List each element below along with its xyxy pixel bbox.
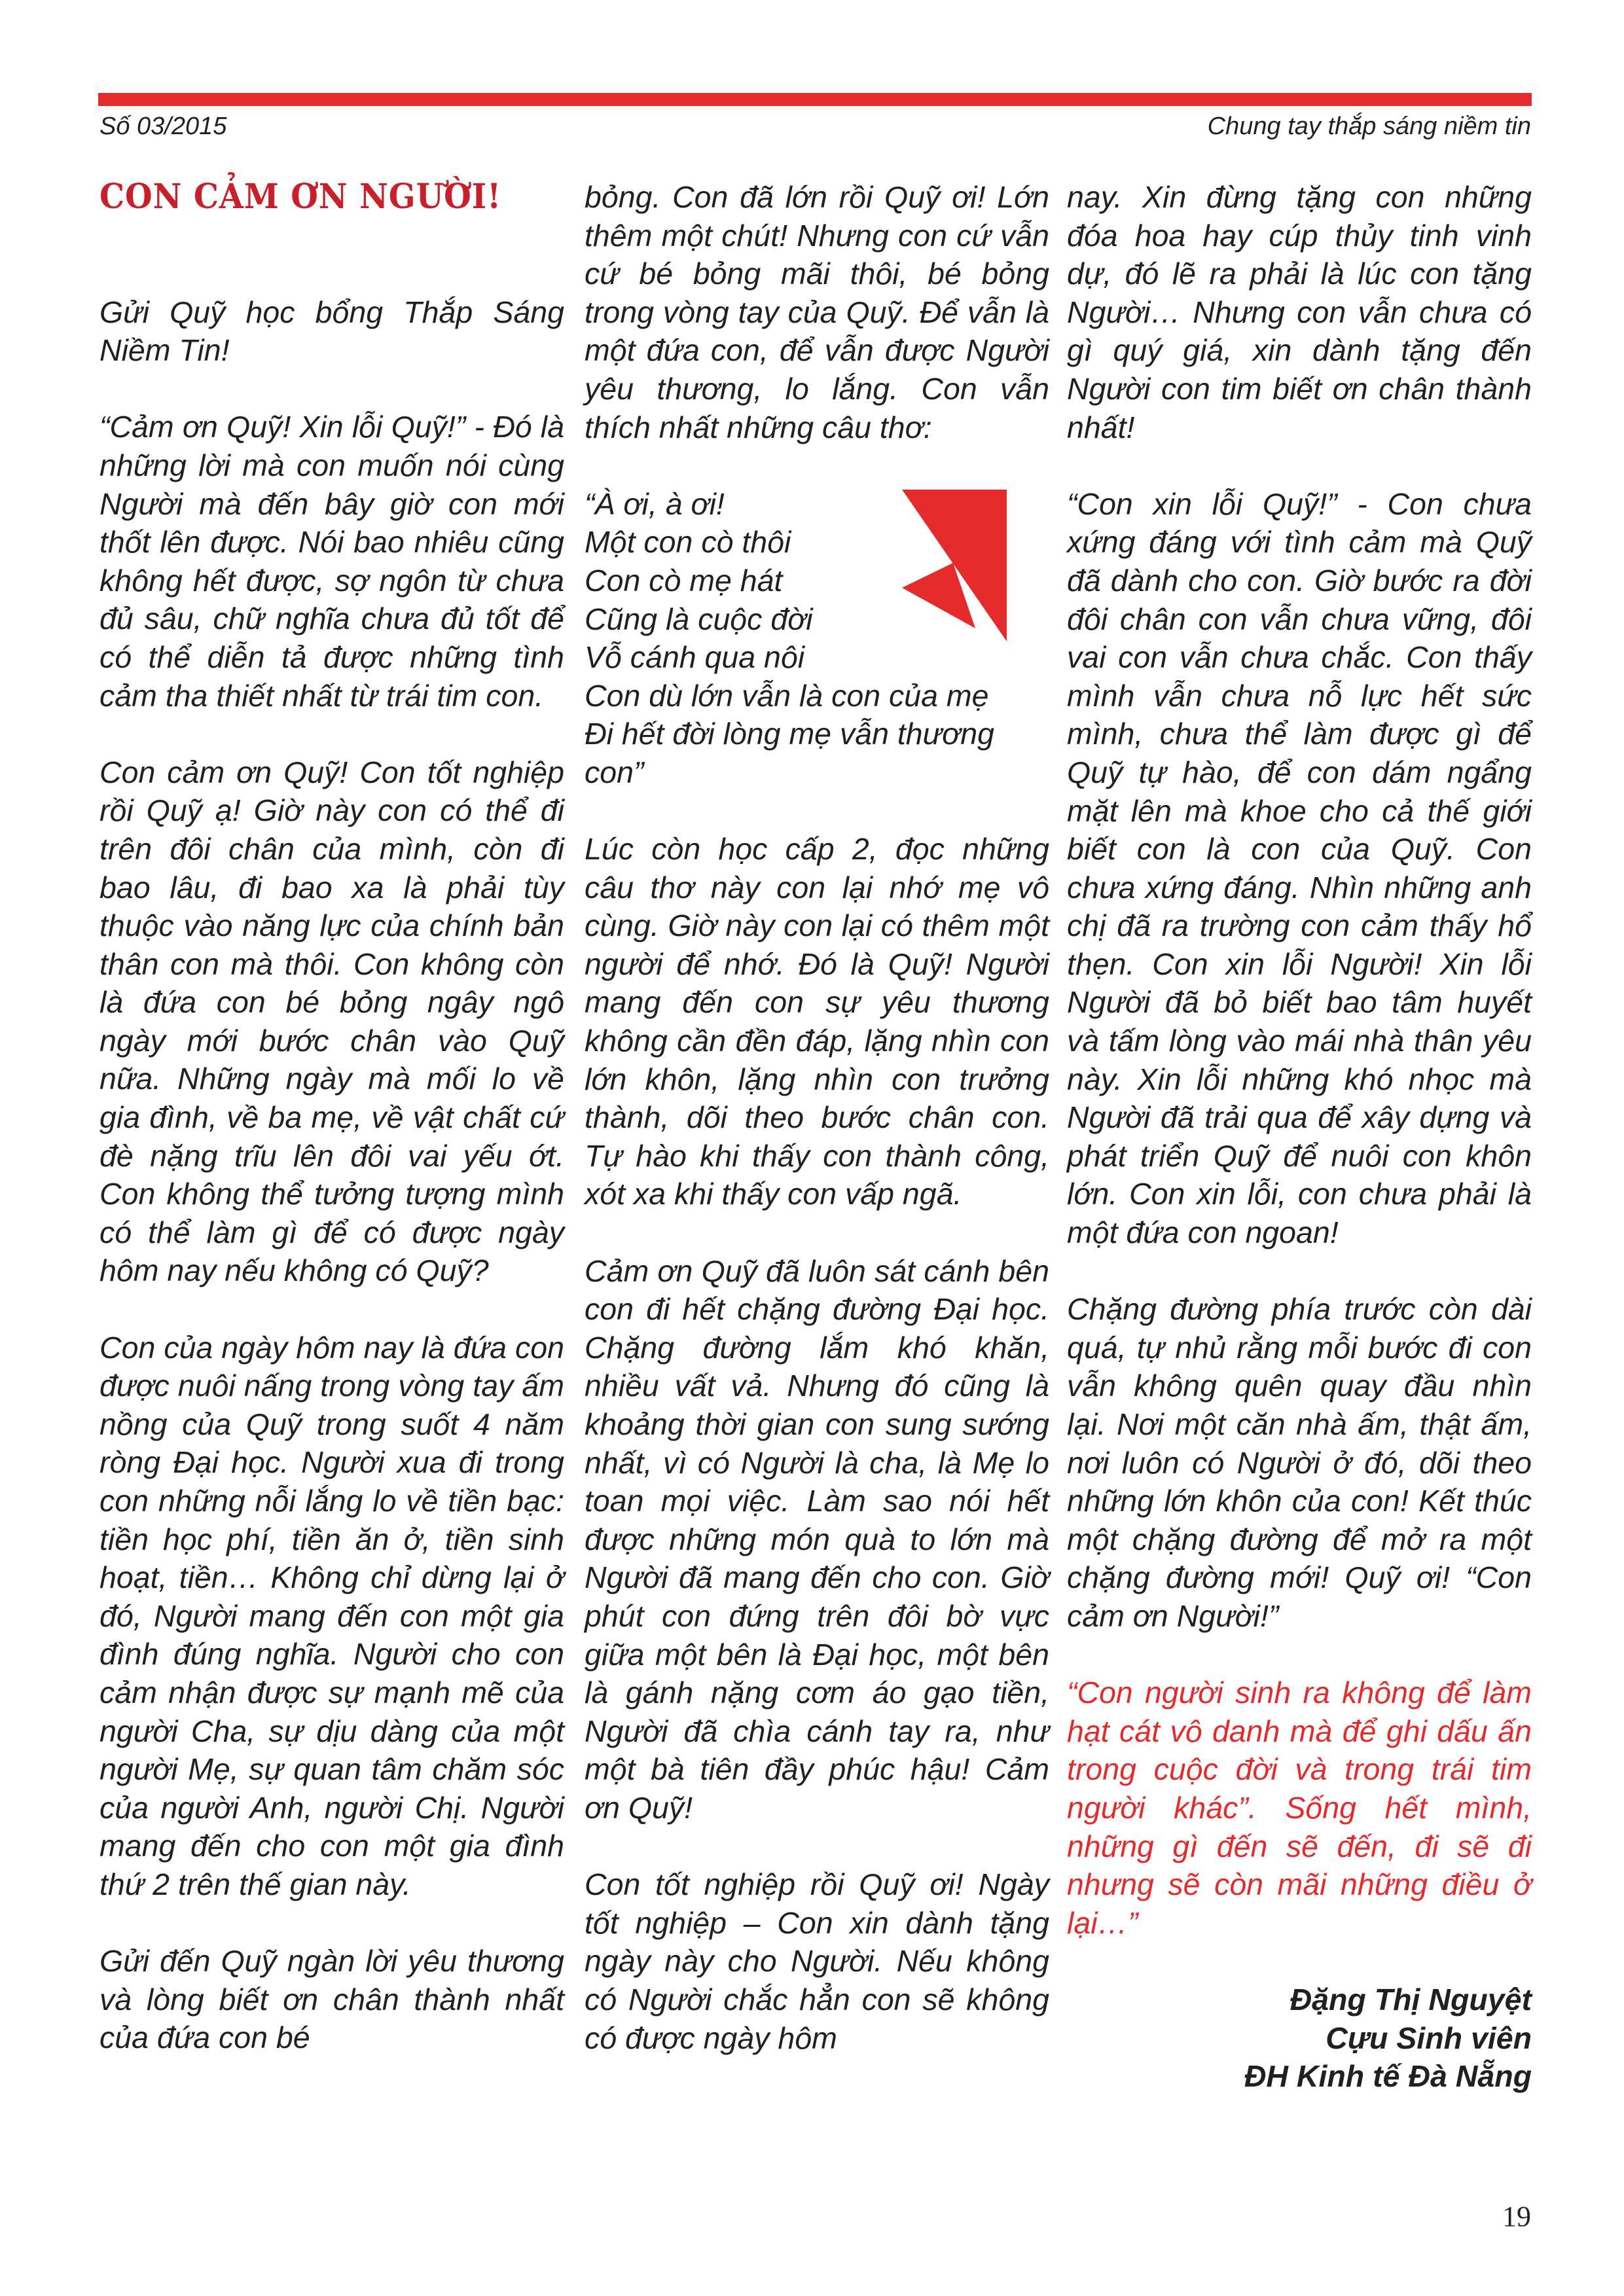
paragraph: Cảm ơn Quỹ đã luôn sát cánh bên con đi hết chặng đường Đại học. Chặng đường lắm khó khăn, nhiều vất vả. Nhưng đó cũng là khoảng thời gian con sung sướng nhất, vì có Người là cha, là Mẹ lo toan mọi việc. Làm sao nói hết được những món quà to lớn mà Người đã mang đến cho con. Giờ phút con đứng trên đôi bờ vực giữa một bên là Đại học, một bên là gánh nặng cơm áo gạo tiền, Người đã chìa cánh tay ra, như một bà tiên đầy phúc hậu! Cảm ơn Quỹ!	[585, 1253, 1049, 1825]
header-tagline: Chung tay thắp sáng niềm tin	[1207, 113, 1531, 140]
author-role: Cựu Sinh viên	[1326, 2020, 1532, 2055]
poem-line: Con cò mẹ hát	[585, 563, 783, 598]
poem-line: Con dù lớn vẫn là con của mẹ	[585, 678, 989, 713]
paragraph: bỏng. Con đã lớn rồi Quỹ ơi! Lớn thêm một chút! Nhưng con cứ vẫn cứ bé bỏng mãi thôi, bé bỏng trong vòng tay của Quỹ. Để vẫn là một đứa con, để vẫn được Người yêu thương, lo lắng. Con vẫn thích nhất những câu thơ:	[585, 180, 1049, 444]
author-school: ĐH Kinh tế Đà Nẵng	[1244, 2059, 1532, 2094]
paragraph: Chặng đường phía trước còn dài quá, tự nhủ rằng mỗi bước đi con vẫn không quên quay đầu nhìn lại. Nơi một căn nhà ấm, thật ấm, nơi luôn có Người ở đó, dõi theo những lớn khôn của con! Kết thúc một chặng đường để mở ra một chặng đường mới! Quỹ ơi! “Con cảm ơn Người!”	[1067, 1292, 1532, 1633]
page-number: 19	[1502, 2200, 1531, 2233]
salutation: Gửi Quỹ học bổng Thắp Sáng Niềm Tin!	[99, 295, 564, 368]
author-signature	[1067, 1981, 1532, 2096]
article-column-1	[99, 178, 564, 2057]
poem-line: “À ơi, à ơi!	[585, 486, 725, 521]
paragraph: “Cảm ơn Quỹ! Xin lỗi Quỹ!” - Đó là những lời mà con muốn nói cùng Người mà đến bây giờ con mới thốt lên được. Nói bao nhiêu cũng không hết được, sợ ngôn từ chưa đủ sâu, chữ nghĩa chưa đủ tốt để có thể diễn tả được những tình cảm tha thiết nhất từ trái tim con.	[99, 410, 564, 713]
paragraph: Con của ngày hôm nay là đứa con được nuôi nấng trong vòng tay ấm nồng của Quỹ trong suốt 4 năm ròng Đại học. Người xua đi trong con những nỗi lắng lo về tiền bạc: tiền học phí, tiền ăn ở, tiền sinh hoạt, tiền… Không chỉ dừng lại ở đó, Người mang đến con một gia đình đúng nghĩa. Người cho con cảm nhận được sự mạnh mẽ của người Cha, sự dịu dàng của một người Mẹ, sự quan tâm chăm sóc của người Anh, người Chị. Người mang đến cho con một gia đình thứ 2 trên thế gian này.	[99, 1330, 564, 1901]
poem-line: Cũng là cuộc đời	[585, 601, 813, 636]
paragraph: Con tốt nghiệp rồi Quỹ ơi! Ngày tốt nghiệp – Con xin dành tặng ngày này cho Người. Nếu không có Người chắc hẳn con sẽ không có được ngày hôm	[585, 1867, 1049, 2055]
issue-number: Số 03/2015	[99, 113, 227, 140]
closing-quote: “Con người sinh ra không để làm hạt cát vô danh mà để ghi dấu ấn trong cuộc đời và trong trái tim người khác”. Sống hết mình, những gì đến sẽ đến, đi sẽ đi nhưng sẽ còn mãi những điều ở lại…”	[1067, 1676, 1532, 1940]
poem-line: Vỗ cánh qua nôi	[585, 640, 805, 675]
article-title: CON CẢM ƠN NGƯỜI!	[99, 177, 501, 217]
header-rule	[98, 93, 1532, 106]
poem-line: Đi hết đời lòng mẹ vẫn thương con”	[585, 717, 994, 789]
poem-line: Một con cò thôi	[585, 525, 791, 560]
paragraph: Con cảm ơn Quỹ! Con tốt nghiệp rồi Quỹ ạ! Giờ này con có thể đi trên đôi chân của mình, còn đi bao lâu, đi bao xa là phải tùy thuộc vào năng lực của chính bản thân con mà thôi. Con không còn là đứa con bé bỏng ngây ngô ngày mới bước chân vào Quỹ nữa. Những ngày mà mối lo về gia đình, về ba mẹ, về vật chất cứ đè nặng trĩu lên đôi vai yếu ớt. Con không thể tưởng tượng mình có thể làm gì để có được ngày hôm nay nếu không có Quỹ?	[99, 755, 564, 1288]
paragraph: “Con xin lỗi Quỹ!” - Con chưa xứng đáng với tình cảm mà Quỹ đã dành cho con. Giờ bước ra đời đôi chân con vẫn chưa vững, đôi vai con vẫn chưa chắc. Con thấy mình vẫn chưa nỗ lực hết sức mình, chưa thể làm được gì để Quỹ tự hào, để con dám ngẩng mặt lên mà khoe cho cả thế giới biết con là con của Quỹ. Con chưa xứng đáng. Nhìn những anh chị đã ra trường con cảm thấy hổ thẹn. Con xin lỗi Người! Xin lỗi Người đã bỏ biết bao tâm huyết và tấm lòng vào mái nhà thân yêu này. Xin lỗi những khó nhọc mà Người đã trải qua để xây dựng và phát triển Quỹ để nuôi con khôn lớn. Con xin lỗi, con chưa phải là một đứa con ngoan!	[1067, 486, 1532, 1250]
triangle-logo-icon	[902, 490, 1007, 641]
paragraph: Gửi đến Quỹ ngàn lời yêu thương và lòng biết ơn chân thành nhất của đứa con bé	[99, 1944, 564, 2055]
paragraph: nay. Xin đừng tặng con những đóa hoa hay cúp thủy tinh vinh dự, đó lẽ ra phải là lúc con tặng Người… Nhưng con vẫn chưa có gì quý giá, xin dành tặng đến Người con tim biết ơn chân thành nhất!	[1067, 180, 1532, 444]
article-column-3	[1067, 178, 1532, 2096]
paragraph: Lúc còn học cấp 2, đọc những câu thơ này con lại nhớ mẹ vô cùng. Giờ này con lại có thêm một người để nhớ. Đó là Quỹ! Người mang đến con sự yêu thương không cần đền đáp, lặng nhìn con lớn khôn, lặng nhìn con trưởng thành, dõi theo bước chân con. Tự hào khi thấy con thành công, xót xa khi thấy con vấp ngã.	[585, 832, 1049, 1211]
article-column-2	[585, 178, 1049, 2057]
author-name: Đặng Thị Nguyệt	[1290, 1982, 1532, 2017]
